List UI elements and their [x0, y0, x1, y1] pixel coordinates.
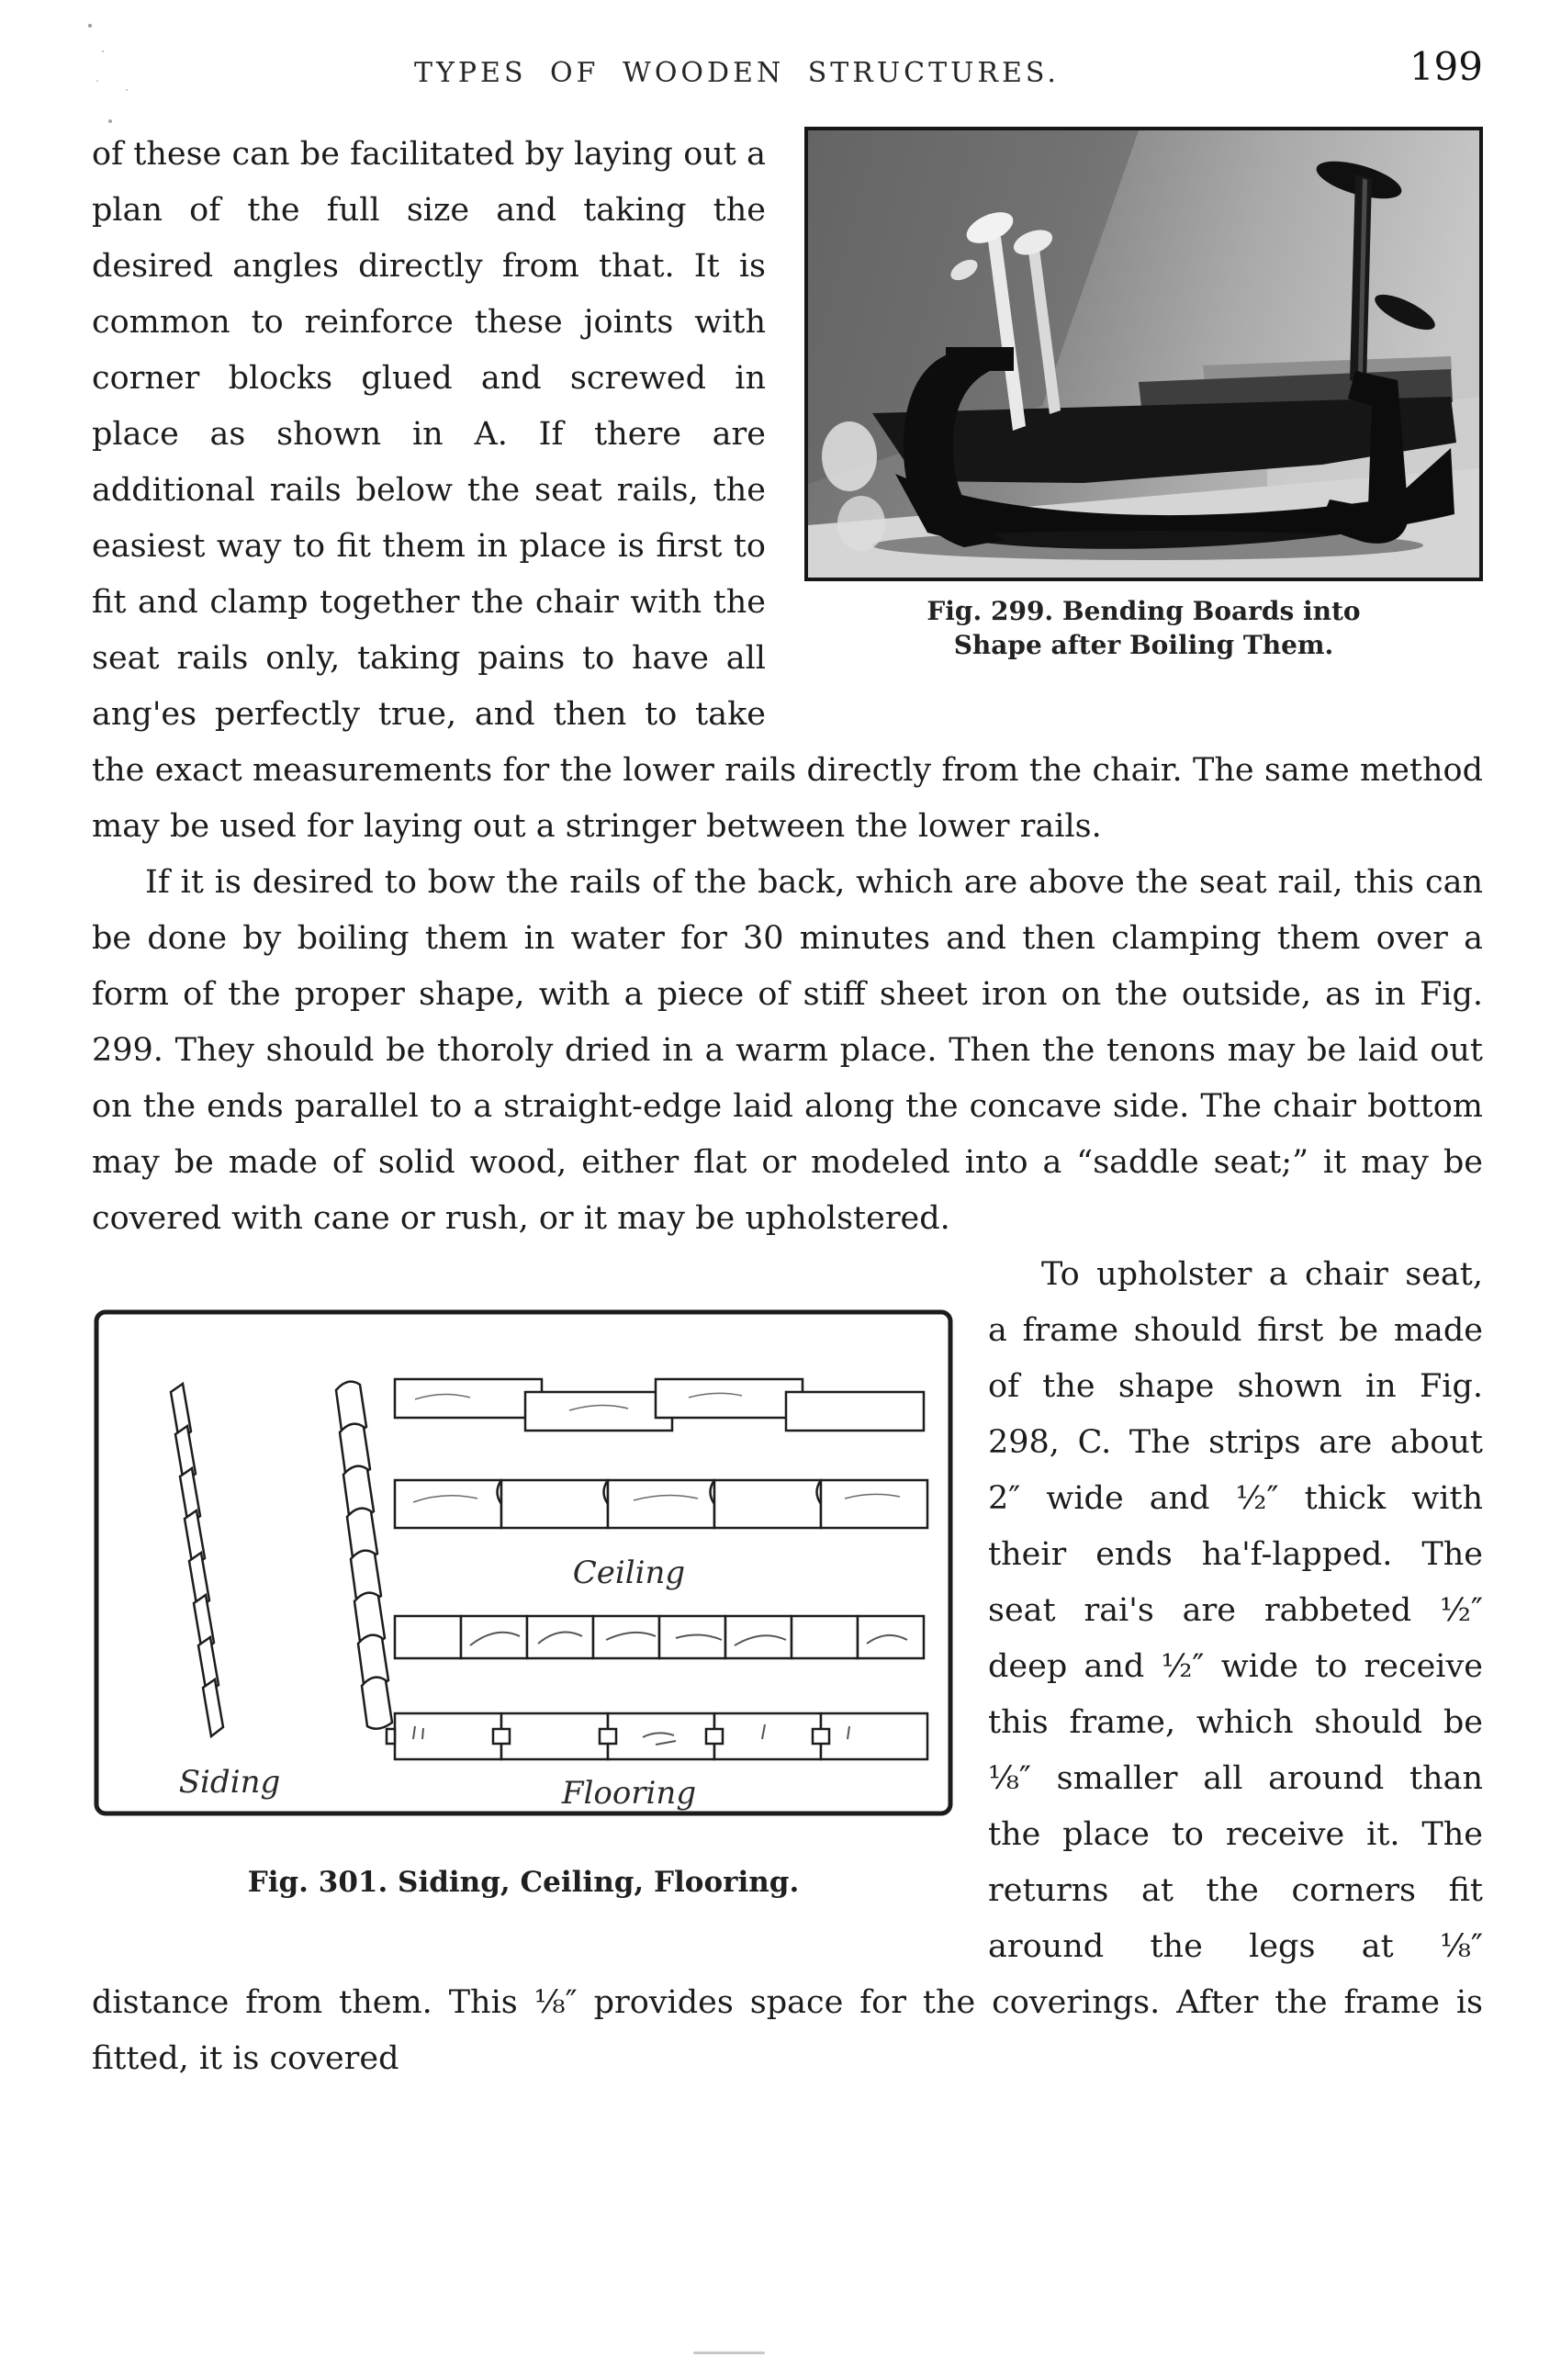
page-number: 199 [1409, 44, 1483, 89]
running-head [92, 37, 1483, 101]
fig299-caption [804, 594, 1483, 662]
body-copy [92, 127, 1483, 2087]
paragraph-1: of these can be facilitated by laying out a plan of the full size and taking the desired angles directly from that. It is common to reinforce these joints with corner blocks glued and screwed in place as shown in A. If there are additional rails below the seat rails, the easiest way to fit them in place is first to fit and clamp together the chair with the seat rails only, taking pains to have all ang'es perfectly true, and then to take the exact measurements for the lower rails directly from the chair. The same method may be used for laying out a stringer between the lower rails. [92, 136, 1483, 845]
fig299-photo [808, 130, 1479, 578]
fig299-caption-line2: Shape after Boiling Them. [953, 630, 1334, 660]
fig301-drawing [92, 1308, 955, 1818]
ceiling-row [395, 1480, 927, 1528]
scan-noise-speckles [88, 24, 92, 28]
fig299-photo-frame [804, 127, 1483, 581]
label-flooring: Flooring [561, 1775, 697, 1812]
label-siding: Siding [178, 1764, 281, 1801]
fig301-caption: Fig. 301. Siding, Ceiling, Flooring. [247, 1866, 800, 1899]
label-ceiling: Ceiling [572, 1555, 686, 1591]
butt-flooring-row [395, 1616, 924, 1658]
figure-299 [804, 127, 1483, 662]
scan-noise-line [693, 2352, 765, 2354]
paragraph-2: If it is desired to bow the rails of the back, which are above the seat rail, this can be done by boiling them in water for 30 minutes and then clamping them over a form of the proper shape, with a piece of stiff sheet iron on the outside, as in Fig. 299. They should be thoroly dried in a warm place. Then the tenons may be laid out on the ends parallel to a straight-edge laid along the concave side. The chair bottom may be made of solid wood, either flat or modeled into a “saddle seat;” it may be covered with cane or rush, or it may be upholstered. [92, 864, 1483, 1237]
page-title: TYPES OF WOODEN STRUCTURES. [414, 57, 1060, 89]
tongue-groove-flooring-row [387, 1713, 927, 1759]
text-block [92, 37, 1483, 2087]
paragraph-3: To upholster a chair seat, a frame should first be made of the shape shown in Fig. 298, C. The strips are about 2″ wide and ½″ thick with their ends ha'f-lapped. The seat rai's are rabbeted ½″ deep and ½″ wide to receive this frame, which should be ⅛″ smaller all around than the place to receive it. The returns at the corners fit around the legs at ⅛″ distance from them. This ⅛″ provides space for the coverings. After the frame is fitted, it is covered [92, 1256, 1483, 2077]
fig299-caption-line1: Fig. 299. Bending Boards into [926, 596, 1361, 626]
figure-301 [92, 1308, 955, 1911]
